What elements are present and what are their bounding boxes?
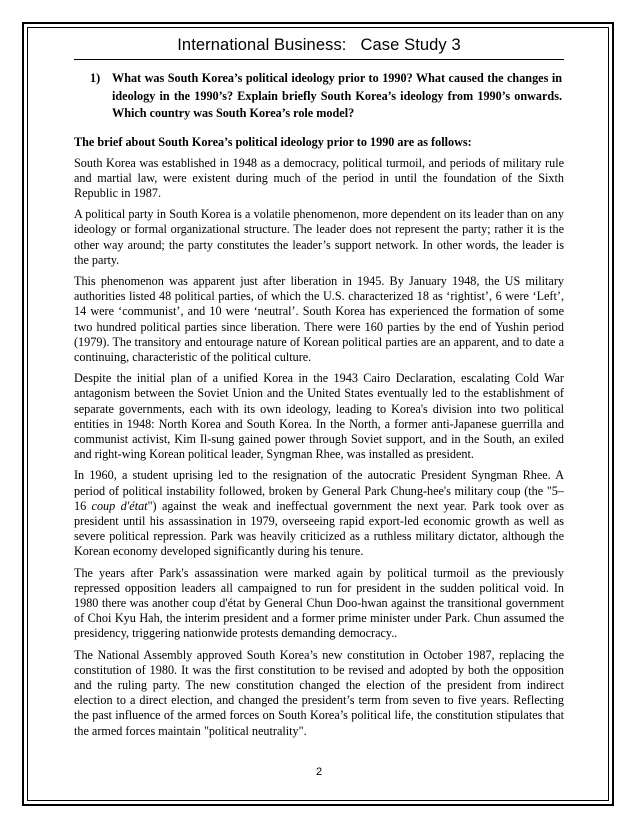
page-header [74, 36, 564, 60]
paragraph: A political party in South Korea is a volatile phenomenon, more dependent on its leader than on any ideology or formal organizational structure. The leader does not represent the party; rather it is the other way around; the party constitutes the leader’s support network. In other words, the leader is the party. [74, 207, 564, 267]
para-1960-italic: coup d'état [91, 498, 148, 513]
paragraph: South Korea was established in 1948 as a democracy, political turmoil, and periods of military rule and martial law, were existent during much of the period in until the foundation of the Sixth Republic in 1987. [74, 155, 564, 200]
page-content [74, 36, 564, 745]
paragraph-1960 [74, 468, 564, 559]
paragraph: Despite the initial plan of a unified Korea in the 1943 Cairo Declaration, escalating Cold War antagonism between the Soviet Union and the United States eventually led to the establishment of separate governments, each with its own ideology, leading to Korea's division into two political entities in 1948: North Korea and South Korea. In the North, a former anti-Japanese guerrilla and communist activist, Kim Il-sung gained power through Soviet support, and in the South, an exiled and right-wing Korean political leader, Syngman Rhee, was installed as president. [74, 371, 564, 462]
header-left: International Business: [177, 36, 347, 54]
paragraph: The National Assembly approved South Korea’s new constitution in October 1987, replacing the constitution of 1980. It was the first constitution to be revised and adopted by both the opposition and the ruling party. The new constitution changed the election of the president from indirect election to a direct election, and changed the president’s term from seven to five years. Reflecting the past influence of the armed forces on South Korea’s political life, the constitution stipulates that the armed forces maintain "political neutrality". [74, 647, 564, 738]
question-number: 1) [90, 71, 101, 85]
question-text: What was South Korea’s political ideology prior to 1990? What caused the changes in ideology in the 1990’s? Explain briefly South Korea’s ideology from 1990’s onwards. Which country was South Korea’s role model? [112, 71, 562, 120]
brief-heading: The brief about South Korea’s political ideology prior to 1990 are as follows: [74, 134, 472, 149]
para-1960-before: In 1960, a student uprising led to the resignation of the autocratic President Syngman Rhee. A period of political instability followed, broken by General Park Chung-hee's military coup (the "5–16 [74, 468, 564, 513]
para-1960-after: ") against the weak and ineffectual government the next year. Park took over as president until his assassination in 1979, overseeing rapid export-led economic growth as well as severe political repression. Park was heavily criticized as a ruthless military dictator, although the Korean economy developed significantly during his tenure. [74, 498, 565, 559]
header-right: Case Study 3 [360, 36, 461, 54]
question-block [90, 70, 562, 123]
page-number: 2 [315, 766, 323, 778]
paragraph: The years after Park's assassination were marked again by political turmoil as the previously repressed opposition leaders all campaigned to run for president in the sudden political void. In 1980 there was another coup d'état by General Chun Doo-hwan against the transitional government of Choi Kyu Hah, the interim president and a former prime minister under Park. Chun assumed the presidency, triggering nationwide protests demanding democracy.. [74, 565, 564, 641]
paragraph: This phenomenon was apparent just after liberation in 1945. By January 1948, the US military authorities listed 48 political parties, of which the U.S. characterized 18 as ‘rightist’, 6 were ‘Left’, 14 were ‘communist’, and 10 were ‘neutral’. South Korea has experienced the formation of some two hundred political parties since liberation. There were 160 parties by the end of Yushin period (1979). The transitory and entourage nature of Korean political parties are an apparent, and to date a continuing, characteristic of the political culture. [74, 273, 564, 364]
